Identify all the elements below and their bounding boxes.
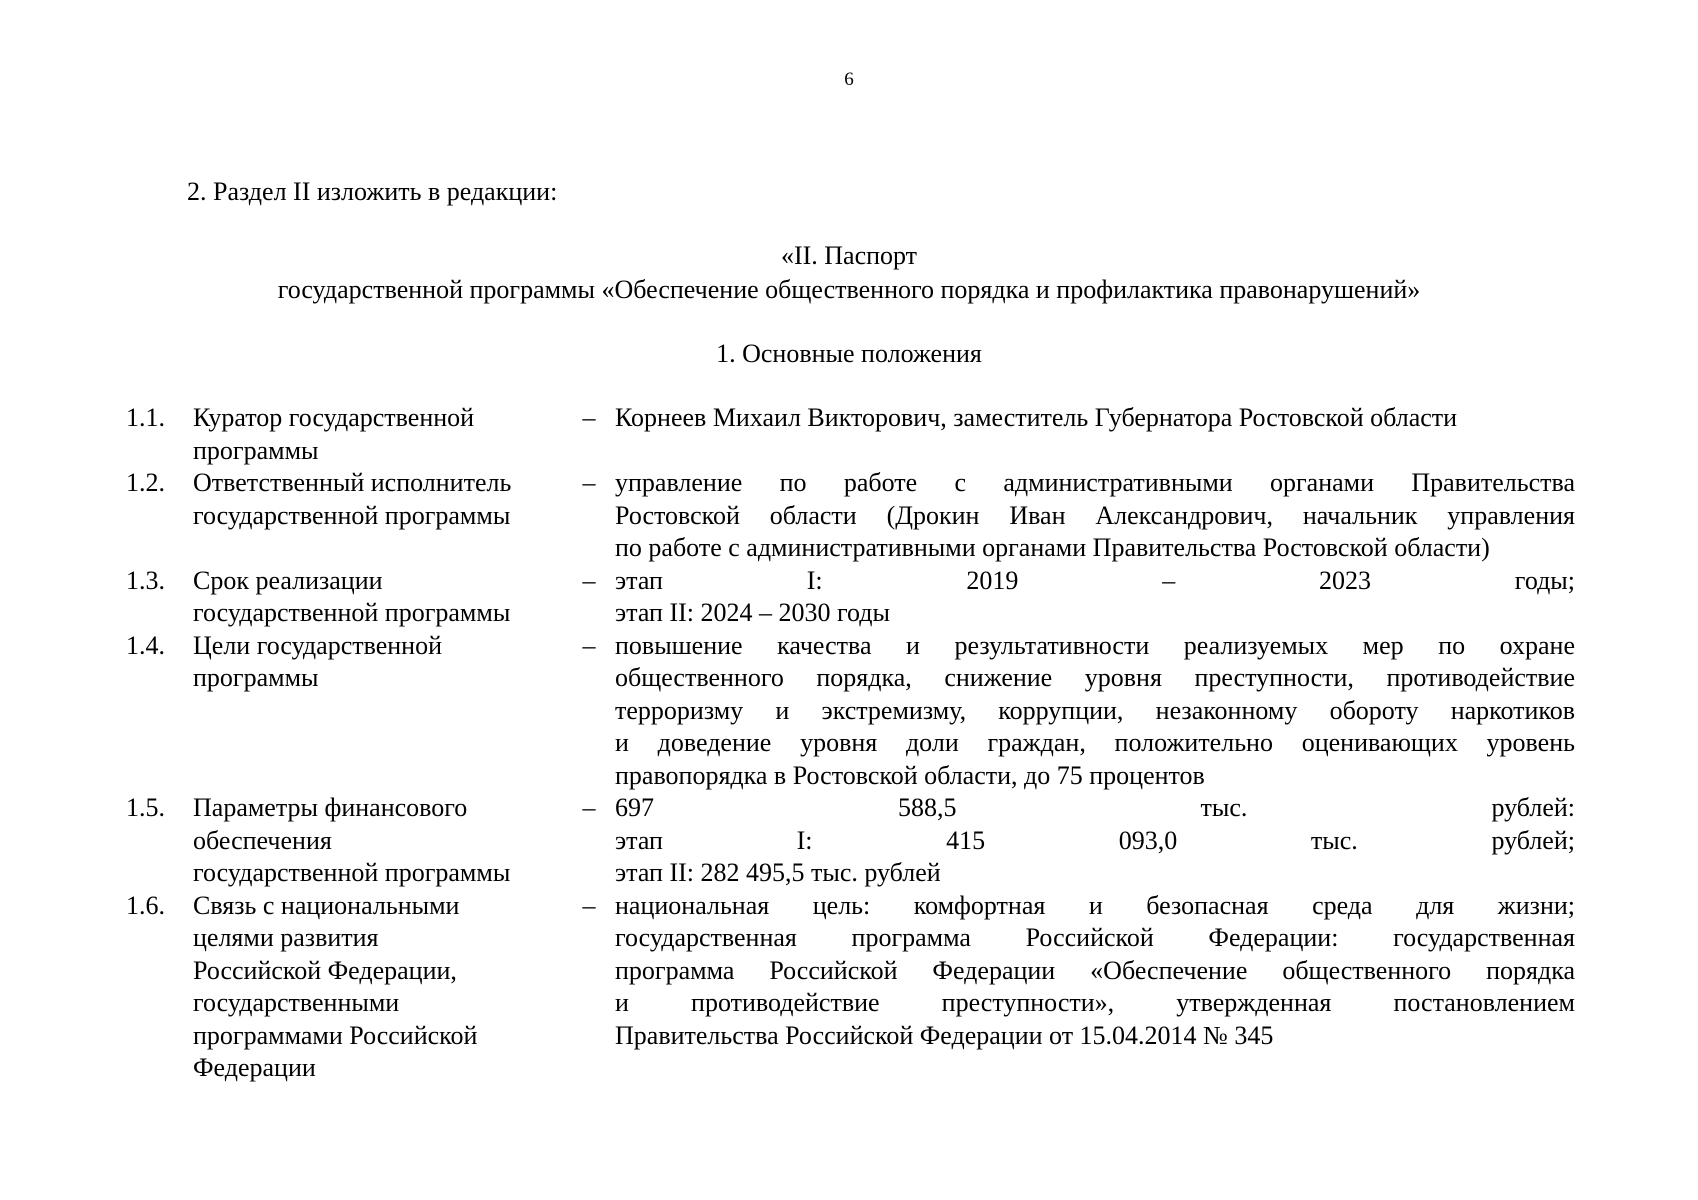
- value-line: правопорядка в Ростовской области, до 75 процентов: [615, 760, 1205, 790]
- value-line: программа Российской Федерации «Обеспечение общественного порядка: [615, 955, 1575, 985]
- value-line: терроризму и экстремизму, коррупции, незаконному обороту наркотиков: [615, 695, 1575, 725]
- table-row: [126, 890, 1586, 1085]
- intro-paragraph: 2. Раздел II изложить в редакции:: [187, 177, 558, 206]
- row-value: [615, 890, 1575, 1053]
- page-number: 6: [844, 69, 854, 90]
- value-line: управление по работе с административными органами Правительства: [615, 468, 1575, 497]
- section-title: 1. Основные положения: [716, 339, 982, 368]
- row-number: 1.3.: [126, 565, 165, 595]
- value-line: Правительства Российской Федерации от 15.04.2014 № 345: [615, 1020, 1274, 1050]
- row-dash: –: [582, 890, 596, 920]
- passport-table: [126, 402, 1586, 1085]
- value-line: государственная программа Российской Федерации: государственная: [615, 923, 1575, 952]
- value-line: национальная цель: комфортная и безопасная среда для жизни;: [615, 890, 1575, 920]
- row-value: [615, 402, 1575, 435]
- row-dash: –: [582, 793, 596, 822]
- table-row: [126, 565, 1586, 630]
- table-row: [126, 402, 1586, 467]
- row-dash: –: [582, 468, 596, 497]
- row-value: [615, 467, 1575, 565]
- row-dash: –: [582, 630, 596, 660]
- value-line: и противодействие преступности», утвержденная постановлением: [615, 988, 1575, 1017]
- row-dash: –: [582, 403, 596, 432]
- value-line: по работе с административными органами Правительства Ростовской области): [615, 533, 1490, 562]
- row-label: Ответственный исполнитель государственной программы: [193, 468, 512, 530]
- value-line: Корнеев Михаил Викторович, заместитель Губернатора Ростовской области: [615, 403, 1458, 432]
- value-line: этап I: 415 093,0 тыс. рублей;: [615, 825, 1575, 855]
- table-row: [126, 630, 1586, 793]
- row-label: Цели государственной программы: [193, 630, 443, 692]
- table-row: [126, 792, 1586, 890]
- value-line: Ростовской области (Дрокин Иван Александрович, начальник управления: [615, 500, 1575, 530]
- row-number: 1.6.: [126, 890, 165, 920]
- row-label: Параметры финансового обеспечения государственной программы: [193, 793, 511, 887]
- row-label: Связь с национальными целями развития Российской Федерации, государственными программами Российской Федерации: [193, 890, 478, 1082]
- table-row: [126, 467, 1586, 565]
- row-value: [615, 565, 1575, 630]
- row-number: 1.5.: [126, 793, 165, 822]
- row-number: 1.2.: [126, 468, 165, 497]
- row-value: [615, 792, 1575, 890]
- row-label: Срок реализации государственной программы: [193, 565, 511, 627]
- value-line: 697 588,5 тыс. рублей:: [615, 793, 1575, 822]
- value-line: этап II: 2024 – 2030 годы: [615, 598, 890, 627]
- row-value: [615, 630, 1575, 793]
- value-line: этап II: 282 495,5 тыс. рублей: [615, 858, 941, 887]
- row-dash: –: [582, 565, 596, 595]
- row-label: Куратор государственной программы: [193, 403, 475, 465]
- passport-heading: «II. Паспорт: [780, 241, 918, 270]
- row-number: 1.1.: [126, 403, 165, 432]
- program-title: государственной программы «Обеспечение общественного порядка и профилактика правонарушений»: [277, 275, 1421, 304]
- row-number: 1.4.: [126, 630, 165, 660]
- value-line: этап I: 2019 – 2023 годы;: [615, 565, 1575, 595]
- value-line: и доведение уровня доли граждан, положительно оценивающих уровень: [615, 728, 1575, 757]
- value-line: общественного порядка, снижение уровня преступности, противодействие: [615, 663, 1575, 692]
- value-line: повышение качества и результативности реализуемых мер по охране: [615, 630, 1575, 660]
